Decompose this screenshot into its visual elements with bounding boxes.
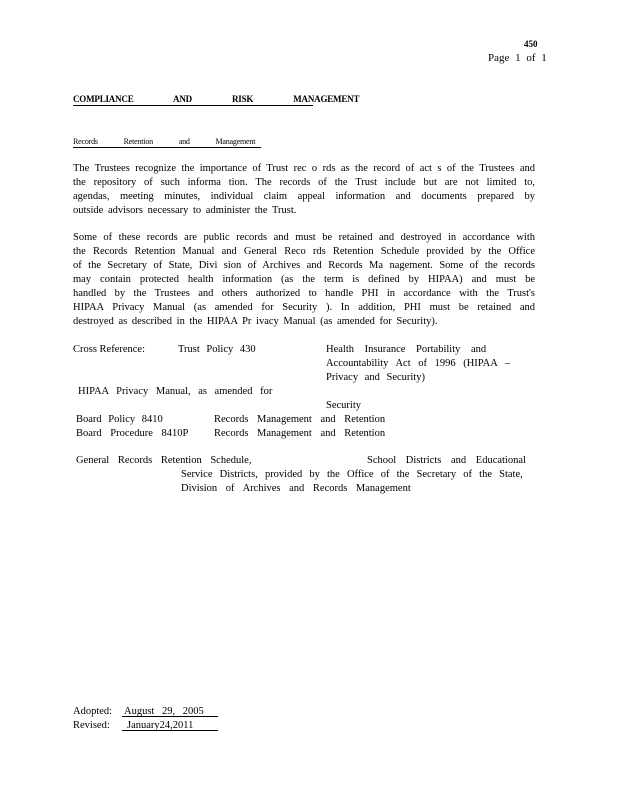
- general-schedule-desc: Service Districts, provided by the Office of the Secretary of the State,: [181, 469, 523, 480]
- paragraph-2: [73, 231, 535, 329]
- board-procedure-desc: Records Management and Retention: [214, 428, 386, 439]
- paragraph-line: the Records Retention Manual and General Reco rds Retention Schedule provided by the Office: [73, 246, 535, 257]
- subsection-title: Records Retention and Management: [73, 137, 256, 146]
- paragraph-line: the repository of such informa tion. The records of the Trust include but are not limited to,: [73, 177, 535, 188]
- paragraph-line: outside advisors necessary to administer the Trust.: [73, 205, 297, 216]
- subsection-title-underline: [73, 147, 261, 148]
- policy-number: 450: [524, 39, 538, 49]
- hipaa-ref-line: Health Insurance Portability and: [326, 344, 487, 355]
- paragraph-line: of the Secretary of State, Divi sion of Archives and Records Ma nagement. Some of the records: [73, 260, 535, 271]
- hipaa-ref-line: Privacy and Security): [326, 372, 425, 383]
- paragraph-line: handled by the Trustees and others authorized to handle PHI in accordance with the Trust's: [73, 288, 535, 299]
- section-title-underline: [73, 105, 313, 106]
- hipaa-ref-line: Accountability Act of 1996 (HIPAA –: [326, 358, 511, 369]
- board-policy-desc: Records Management and Retention: [214, 414, 386, 425]
- paragraph-line: agendas, meeting minutes, individual claim appeal information and documents prepared by: [73, 191, 535, 202]
- paragraph-line: HIPAA Privacy Manual (as amended for Security ). In addition, PHI must be retained and: [73, 302, 535, 313]
- paragraph-line: destroyed as described in the HIPAA Pr ivacy Manual (as amended for Security).: [73, 316, 438, 327]
- trust-policy-ref: Trust Policy 430: [178, 344, 256, 355]
- paragraph-line: may contain protected health information (as the term is defined by HIPAA) and must be: [73, 274, 535, 285]
- adopted-date-underline: [122, 716, 218, 717]
- board-policy-ref: Board Policy 8410: [76, 414, 163, 425]
- page-indicator: Page 1 of 1: [488, 52, 547, 64]
- cross-reference-label: Cross Reference:: [73, 344, 146, 355]
- revised-label: Revised:: [73, 720, 110, 731]
- general-schedule-ref: General Records Retention Schedule,: [76, 455, 252, 466]
- general-schedule-desc: School Districts and Educational: [367, 455, 526, 466]
- paragraph-line: The Trustees recognize the importance of Trust rec o rds as the record of act s of the Trustees and: [73, 163, 535, 174]
- revised-date-underline: [122, 730, 218, 731]
- privacy-manual-ref: HIPAA Privacy Manual, as amended for: [78, 386, 273, 397]
- adopted-label: Adopted:: [73, 706, 113, 717]
- security-ref: Security: [326, 400, 361, 411]
- paragraph-1: [73, 162, 535, 218]
- adopted-date: August 29, 2005: [124, 706, 204, 717]
- board-procedure-ref: Board Procedure 8410P: [76, 428, 189, 439]
- paragraph-line: Some of these records are public records and must be retained and destroyed in accordance with: [73, 232, 535, 243]
- revised-date: January24,2011: [127, 720, 194, 731]
- section-title: COMPLIANCE AND RISK MANAGEMENT: [73, 94, 360, 104]
- general-schedule-desc: Division of Archives and Records Management: [181, 483, 411, 494]
